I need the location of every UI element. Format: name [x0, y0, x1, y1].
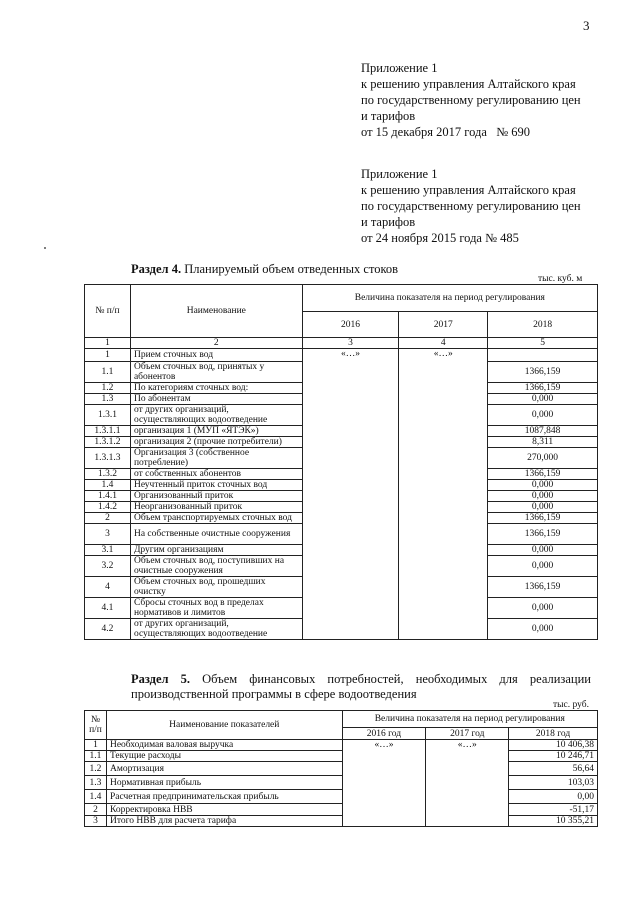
row-num: 2 [85, 513, 131, 524]
row-num: 4.1 [85, 598, 131, 619]
value-2018: 1087,848 [488, 426, 598, 437]
row-num: 1 [85, 349, 131, 362]
row-name: Корректировка НВВ [106, 804, 342, 816]
appendix-line: по государственному регулированию цен [361, 199, 581, 213]
value-2018: 0,00 [509, 790, 598, 804]
header-2016: 2016 год [342, 728, 426, 740]
index-cell: 2 [130, 338, 302, 349]
header-num: № п/п [85, 285, 131, 338]
value-2018: 0,000 [488, 556, 598, 577]
header-2016: 2016 [302, 312, 399, 338]
row-num: 1.3.2 [85, 469, 131, 480]
table-row [85, 816, 598, 827]
row-name: Объем сточных вод, поступивших на очистные сооружения [130, 556, 302, 577]
row-num: 1.3.1.2 [85, 437, 131, 448]
row-name: Объем транспортируемых сточных вод [130, 513, 302, 524]
page-number: 3 [583, 18, 590, 33]
appendix-line: и тарифов [361, 215, 416, 229]
row-num: 3.2 [85, 556, 131, 577]
appendix-line: по государственному регулированию цен [361, 93, 581, 107]
value-2018: 1366,159 [488, 513, 598, 524]
header-value-group: Величина показателя на период регулирования [342, 711, 597, 728]
row-num: 1.4.2 [85, 502, 131, 513]
row-num: 1.4 [85, 480, 131, 491]
value-2017-placeholder: «…» [426, 740, 509, 827]
row-name: Объем сточных вод, прошедших очистку [130, 577, 302, 598]
row-num: 1.4 [85, 790, 107, 804]
row-name: Текущие расходы [106, 751, 342, 762]
value-2018: 1366,159 [488, 524, 598, 545]
table-row [85, 751, 598, 762]
value-2018: 1366,159 [488, 383, 598, 394]
section5-title [131, 672, 591, 702]
row-num: 3 [85, 524, 131, 545]
value-2018: 10 355,21 [509, 816, 598, 827]
row-name: Организация 3 (собственное потребление) [130, 448, 302, 469]
appendix-line: и тарифов [361, 109, 416, 123]
row-num: 3 [85, 816, 107, 827]
table-row [85, 804, 598, 816]
value-2018: 0,000 [488, 545, 598, 556]
row-num: 1.3 [85, 776, 107, 790]
row-num: 1.4.1 [85, 491, 131, 502]
row-name: Объем сточных вод, принятых у абонентов [130, 362, 302, 383]
section5-label: Раздел 5. [131, 672, 191, 686]
row-num: 1 [85, 740, 107, 751]
table-row [85, 790, 598, 804]
table-row [85, 762, 598, 776]
value-2018 [488, 349, 598, 362]
value-2018: 270,000 [488, 448, 598, 469]
value-2018: 103,03 [509, 776, 598, 790]
row-name: организация 1 (МУП «ЯТЭК») [130, 426, 302, 437]
value-2018: 1366,159 [488, 362, 598, 383]
row-name: Неучтенный приток сточных вод [130, 480, 302, 491]
section4-table [84, 284, 598, 640]
row-name: Прием сточных вод [130, 349, 302, 362]
section4-title [131, 262, 398, 277]
row-name: организация 2 (прочие потребители) [130, 437, 302, 448]
table-row [85, 776, 598, 790]
row-name: На собственные очистные сооружения [130, 524, 302, 545]
index-cell: 4 [399, 338, 488, 349]
value-2018: 0,000 [488, 394, 598, 405]
value-2018: -51,17 [509, 804, 598, 816]
index-cell: 5 [488, 338, 598, 349]
value-2018: 0,000 [488, 491, 598, 502]
section5-title-text: Объем финансовых потребностей, необходимых для реализации производственной программы в сфере водоотведения [131, 672, 591, 701]
value-2018: 0,000 [488, 598, 598, 619]
section4-title-text: Планируемый объем отведенных стоков [181, 262, 399, 276]
row-name: Другим организациям [130, 545, 302, 556]
header-name: Наименование [130, 285, 302, 338]
row-num: 1.1 [85, 362, 131, 383]
value-2018: 0,000 [488, 619, 598, 640]
row-num: 1.2 [85, 383, 131, 394]
row-name: Амортизация [106, 762, 342, 776]
row-num: 1.2 [85, 762, 107, 776]
row-name: Итого НВВ для расчета тарифа [106, 816, 342, 827]
table-row [85, 349, 598, 362]
value-2018: 56,64 [509, 762, 598, 776]
row-num: 3.1 [85, 545, 131, 556]
header-value-group: Величина показателя на период регулирования [302, 285, 597, 312]
row-num: 1.1 [85, 751, 107, 762]
row-name: от собственных абонентов [130, 469, 302, 480]
value-2016-placeholder: «…» [302, 349, 399, 640]
header-2018: 2018 [488, 312, 598, 338]
appendix-line: Приложение 1 [361, 61, 438, 75]
row-name: от других организаций, осуществляющих водоотведение [130, 619, 302, 640]
row-name: Расчетная предпринимательская прибыль [106, 790, 342, 804]
section4-label: Раздел 4. [131, 262, 182, 276]
row-name: Сбросы сточных вод в пределах нормативов и лимитов [130, 598, 302, 619]
value-2018: 8,311 [488, 437, 598, 448]
row-num: 1.3.1.1 [85, 426, 131, 437]
row-name: По абонентам [130, 394, 302, 405]
section5-table [84, 710, 598, 827]
value-2018: 1366,159 [488, 577, 598, 598]
appendix-line: от 24 ноября 2015 года № 485 [361, 231, 519, 245]
row-name: Неорганизованный приток [130, 502, 302, 513]
appendix-line: к решению управления Алтайского края [361, 183, 576, 197]
row-num: 1.3.1 [85, 405, 131, 426]
header-name: Наименование показателей [106, 711, 342, 740]
row-num: 1.3.1.3 [85, 448, 131, 469]
section5-units: тыс. руб. [553, 700, 589, 710]
appendix-previous [361, 166, 581, 246]
value-2018: 0,000 [488, 480, 598, 491]
appendix-line: от 15 декабря 2017 года № 690 [361, 125, 531, 139]
header-num: № п/п [85, 711, 107, 740]
section4-units: тыс. куб. м [538, 274, 583, 284]
row-num: 4 [85, 577, 131, 598]
value-2017-placeholder: «…» [399, 349, 488, 640]
table-row [85, 740, 598, 751]
row-num: 2 [85, 804, 107, 816]
row-name: Организованный приток [130, 491, 302, 502]
row-name: Нормативная прибыль [106, 776, 342, 790]
row-name: Необходимая валовая выручка [106, 740, 342, 751]
value-2018: 1366,159 [488, 469, 598, 480]
index-cell: 1 [85, 338, 131, 349]
appendix-current [361, 60, 581, 140]
value-2018: 10 406,38 [509, 740, 598, 751]
row-name: По категориям сточных вод: [130, 383, 302, 394]
scan-dot [44, 247, 46, 249]
header-2017: 2017 [399, 312, 488, 338]
index-cell: 3 [302, 338, 399, 349]
row-num: 1.3 [85, 394, 131, 405]
header-2018: 2018 год [509, 728, 598, 740]
value-2016-placeholder: «…» [342, 740, 426, 827]
value-2018: 0,000 [488, 405, 598, 426]
value-2018: 10 246,71 [509, 751, 598, 762]
value-2018: 0,000 [488, 502, 598, 513]
row-num: 4.2 [85, 619, 131, 640]
appendix-line: Приложение 1 [361, 167, 438, 181]
header-2017: 2017 год [426, 728, 509, 740]
row-name: от других организаций, осуществляющих водоотведение [130, 405, 302, 426]
appendix-line: к решению управления Алтайского края [361, 77, 576, 91]
